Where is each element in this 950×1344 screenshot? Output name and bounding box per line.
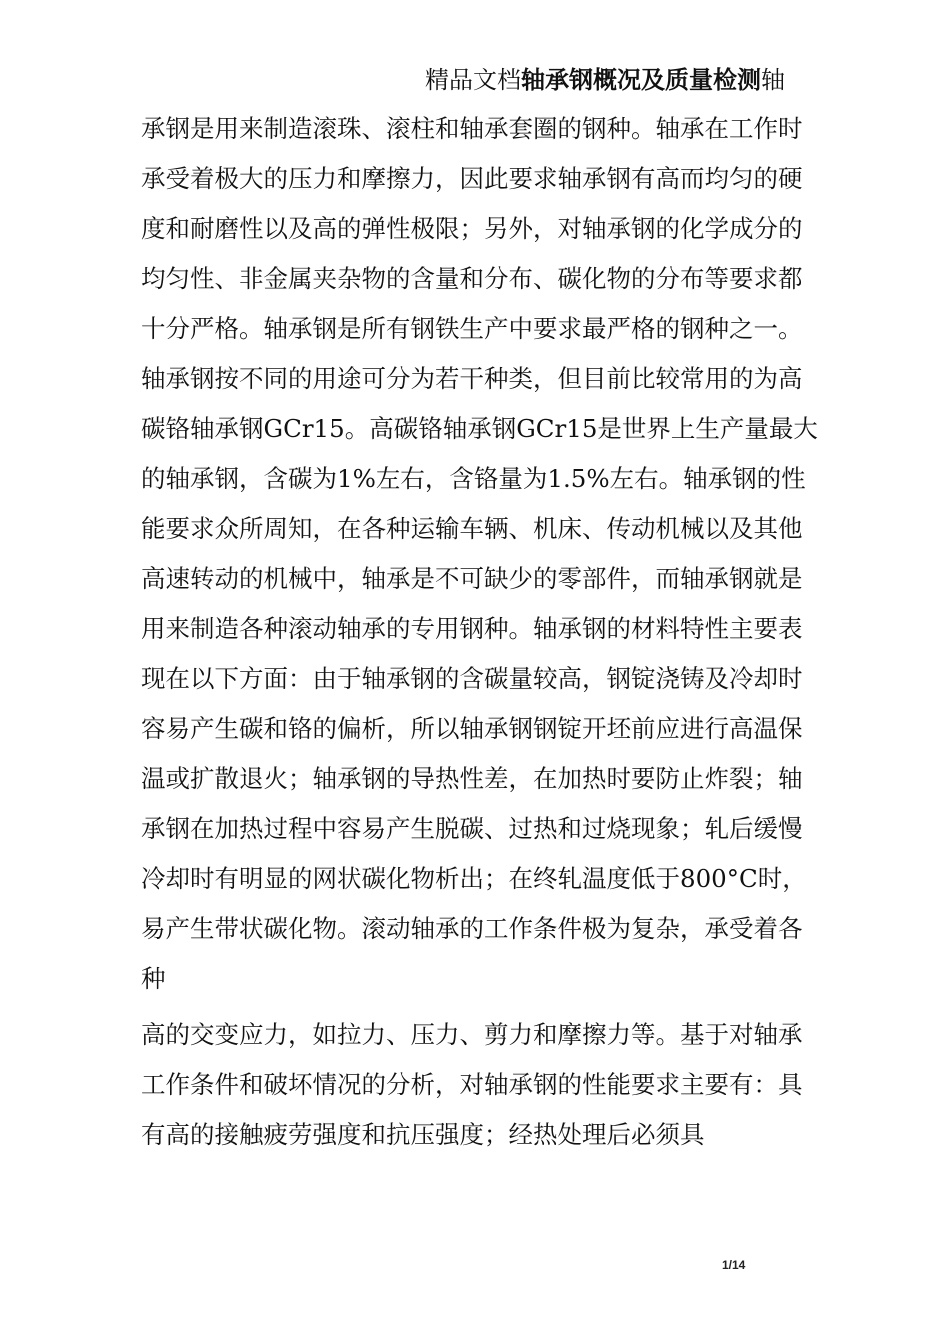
body-line: 用来制造各种滚动轴承的专用钢种。轴承钢的材料特性主要表 [141,614,803,643]
body-line: 均匀性、非金属夹杂物的含量和分布、碳化物的分布等要求都 [141,264,803,293]
header-label: 精品文档 [425,66,521,94]
body-line: 承钢是用来制造滚珠、滚柱和轴承套圈的钢种。轴承在工作时 [141,114,803,143]
document-title: 轴承钢概况及质量检测 [521,66,761,94]
body-line: 承受着极大的压力和摩擦力，因此要求轴承钢有高而均匀的硬 [141,164,803,193]
body-line: 度和耐磨性以及高的弹性极限；另外，对轴承钢的化学成分的 [141,214,803,243]
body-line: 的轴承钢，含碳为1%左右，含铬量为1.5%左右。轴承钢的性 [141,464,806,493]
body-line: 种 [141,964,166,993]
body-line: 承钢在加热过程中容易产生脱碳、过热和过烧现象；轧后缓慢 [141,814,803,843]
body-line: 轴承钢按不同的用途可分为若干种类，但目前比较常用的为高 [141,364,803,393]
body-line: 温或扩散退火；轴承钢的导热性差，在加热时要防止炸裂；轴 [141,764,803,793]
document-body [141,104,861,1160]
body-line: 十分严格。轴承钢是所有钢铁生产中要求最严格的钢种之一。 [141,314,803,343]
body-line: 冷却时有明显的网状碳化物析出；在终轧温度低于800°C时， [141,864,807,893]
header-trailing-text: 轴 [761,66,785,94]
body-line: 现在以下方面：由于轴承钢的含碳量较高，钢锭浇铸及冷却时 [141,664,803,693]
body-line: 工作条件和破坏情况的分析，对轴承钢的性能要求主要有：具 [141,1070,803,1099]
body-line: 能要求众所周知，在各种运输车辆、机床、传动机械以及其他 [141,514,803,543]
body-line: 易产生带状碳化物。滚动轴承的工作条件极为复杂，承受着各 [141,914,803,943]
body-line: 高速转动的机械中，轴承是不可缺少的零部件，而轴承钢就是 [141,564,803,593]
body-line: 有高的接触疲劳强度和抗压强度；经热处理后必须具 [141,1120,705,1149]
body-line: 高的交变应力，如拉力、压力、剪力和摩擦力等。基于对轴承 [141,1020,803,1049]
body-line: 容易产生碳和铬的偏析，所以轴承钢钢锭开坯前应进行高温保 [141,714,803,743]
document-header [425,60,885,100]
page-number: 1/14 [722,1258,746,1272]
body-line: 碳铬轴承钢GCr15。高碳铬轴承钢GCr15是世界上生产量最大 [141,414,818,443]
